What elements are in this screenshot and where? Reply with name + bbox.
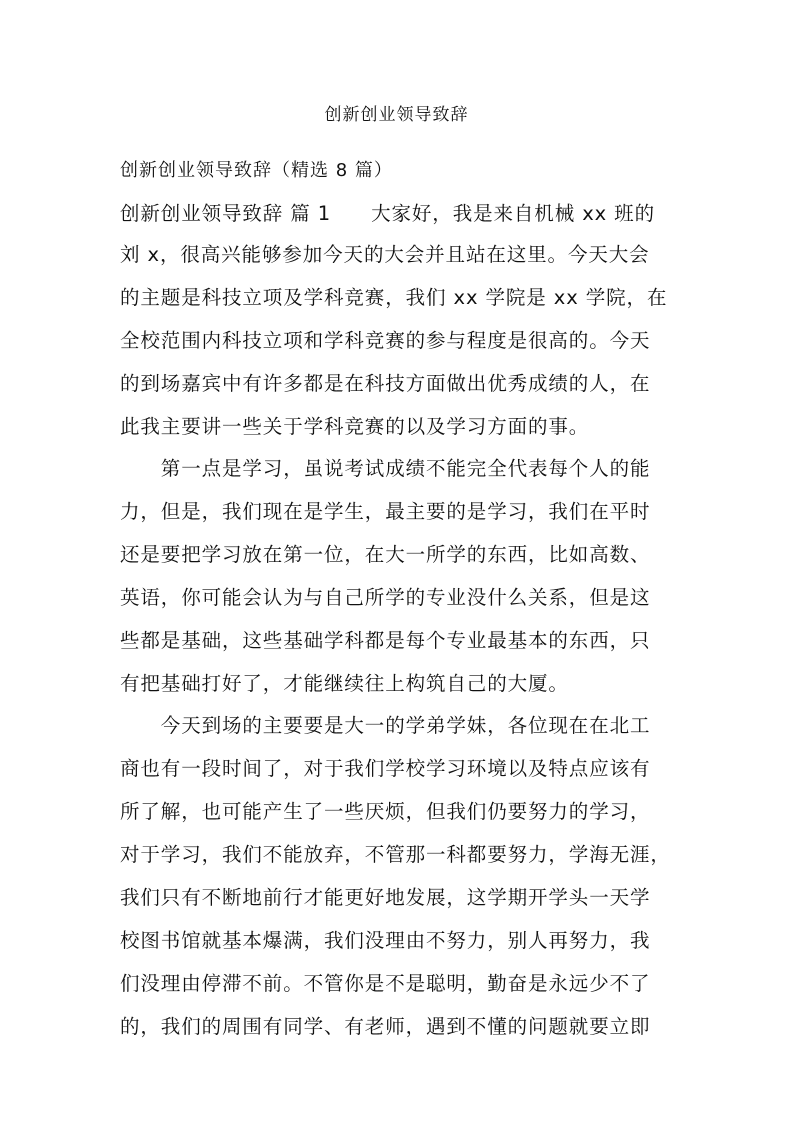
paragraph-line-text: 大家好，我是来自机械 xx 班的 <box>371 202 655 225</box>
paragraph-line: 全校范围内科技立项和学科竞赛的参与程度是很高的。今天 <box>120 329 651 352</box>
document-subtitle: 创新创业领导致辞（精选 8 篇） <box>120 160 393 181</box>
paragraph-line: 第一点是学习，虽说考试成绩不能完全代表每个人的能 <box>120 457 651 480</box>
paragraph-line <box>120 199 680 229</box>
section-label: 创新创业领导致辞 篇 1 <box>120 202 332 225</box>
paragraph-line: 对于学习，我们不能放弃，不管那一科都要努力，学海无涯， <box>120 843 671 866</box>
paragraph-line: 力，但是，我们现在是学生，最主要的是学习，我们在平时 <box>120 500 651 523</box>
paragraph-line: 的，我们的周围有同学、有老师，遇到不懂的问题就要立即 <box>120 1015 651 1038</box>
paragraph-line: 校图书馆就基本爆满，我们没理由不努力，别人再努力，我 <box>120 929 651 952</box>
paragraph-line: 商也有一段时间了，对于我们学校学习环境以及特点应该有 <box>120 757 651 780</box>
paragraph-line: 刘 x，很高兴能够参加今天的大会并且站在这里。今天大会 <box>120 243 650 266</box>
paragraph-line: 我们只有不断地前行才能更好地发展，这学期开学头一天学 <box>120 886 651 909</box>
paragraph-line: 有把基础打好了，才能继续往上构筑自己的大厦。 <box>120 672 569 695</box>
paragraph-line: 的主题是科技立项及学科竞赛，我们 xx 学院是 xx 学院，在 <box>120 286 668 309</box>
paragraph-line: 所了解，也可能产生了一些厌烦，但我们仍要努力的学习， <box>120 800 651 823</box>
paragraph-line: 英语，你可能会认为与自己所学的专业没什么关系，但是这 <box>120 586 651 609</box>
paragraph-line: 还是要把学习放在第一位，在大一所学的东西，比如高数、 <box>120 543 651 566</box>
paragraph-line: 此我主要讲一些关于学科竞赛的以及学习方面的事。 <box>120 415 590 438</box>
paragraph-line: 们没理由停滞不前。不管你是不是聪明，勤奋是永远少不了 <box>120 972 651 995</box>
paragraph-line: 的到场嘉宾中有许多都是在科技方面做出优秀成绩的人，在 <box>120 372 651 395</box>
document-title: 创新创业领导致辞 <box>324 105 469 125</box>
paragraph-line: 今天到场的主要要是大一的学弟学妹，各位现在在北工 <box>120 714 651 737</box>
paragraph-line: 些都是基础，这些基础学科都是每个专业最基本的东西，只 <box>120 629 651 652</box>
